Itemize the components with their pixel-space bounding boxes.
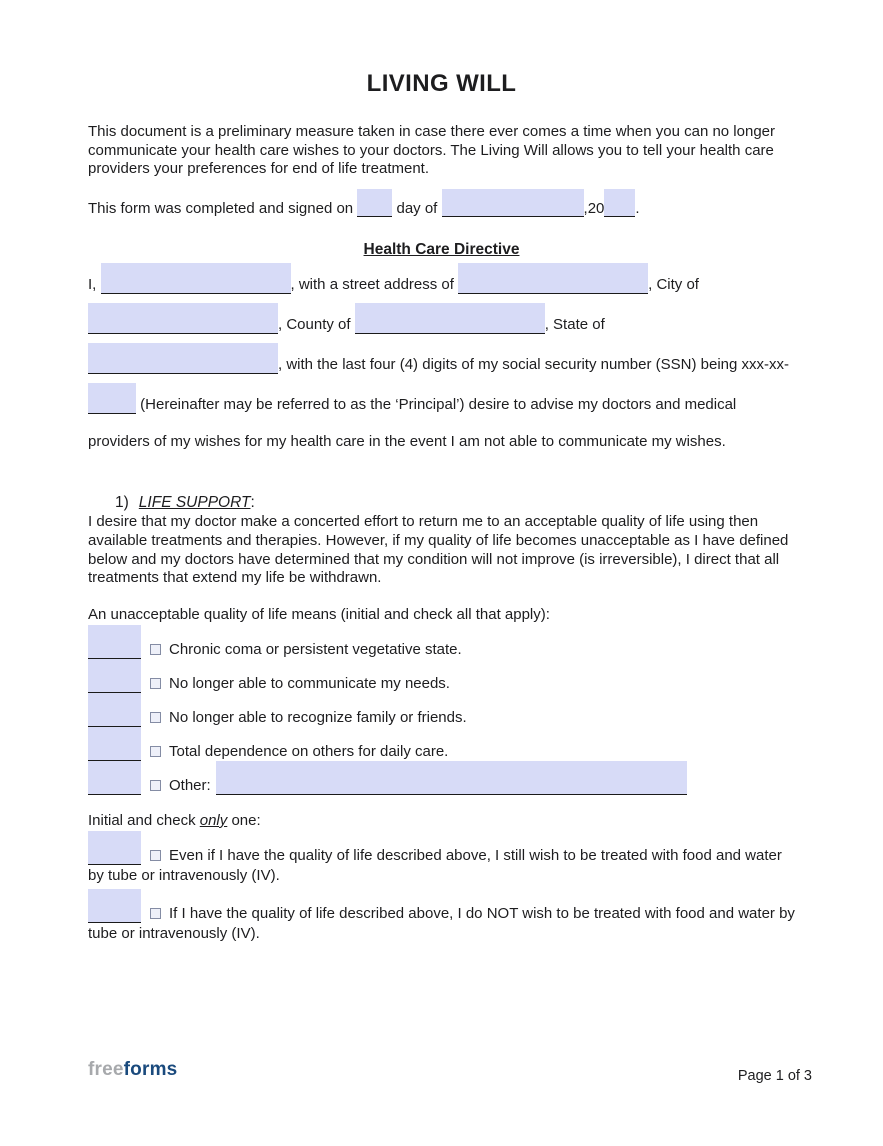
initials-field[interactable] (88, 889, 141, 923)
county-field[interactable] (355, 303, 545, 334)
month-field[interactable] (442, 189, 584, 217)
checkbox-recognize-family[interactable] (150, 712, 161, 723)
date-line-end: . (635, 200, 640, 218)
checklist-intro: An unacceptable quality of life means (initial and check all that apply): (88, 605, 550, 623)
checklist-row-total-dependence (88, 727, 795, 761)
checkbox-chronic-coma[interactable] (150, 644, 161, 655)
document-title: LIVING WILL (366, 70, 517, 97)
principal-name-field[interactable] (101, 263, 291, 294)
option-row-feed-yes (88, 831, 795, 887)
city-field[interactable] (88, 303, 278, 334)
checkbox-other[interactable] (150, 780, 161, 791)
initials-field[interactable] (88, 659, 141, 693)
checkbox-feed-yes[interactable] (150, 850, 161, 861)
logo-free-text: free (88, 1059, 124, 1080)
directive-seg-street: , with a street address of (290, 276, 454, 294)
freeforms-logo (88, 1059, 177, 1081)
checklist-item-label: Total dependence on others for daily care. (169, 742, 449, 760)
checklist-row-recognize-family (88, 693, 795, 727)
choose-emph: only (199, 811, 228, 829)
option-row-feed-no (88, 889, 795, 945)
logo-forms-text: forms (123, 1059, 178, 1080)
section-title: LIFE SUPPORT (138, 494, 251, 512)
directive-seg-city: , City of (648, 276, 699, 294)
initials-field[interactable] (88, 761, 141, 795)
section-number: 1) (115, 494, 129, 512)
option-label: If I have the quality of life described above, I do NOT wish to be treated with food and water by tube or intravenously (IV). (88, 904, 795, 943)
initials-field[interactable] (88, 693, 141, 727)
checklist-row-other (88, 761, 795, 795)
checkbox-total-dependence[interactable] (150, 746, 161, 757)
day-field[interactable] (357, 189, 392, 217)
section-colon: : (250, 494, 255, 512)
directive-seg-county: , County of (278, 316, 351, 334)
page-number: Page 1 of 3 (737, 1068, 812, 1084)
date-line-year: ,20 (583, 200, 605, 218)
checklist-item-label: No longer able to recognize family or friends. (169, 708, 467, 726)
health-care-directive-heading: Health Care Directive (363, 241, 520, 259)
directive-seg-i: I, (88, 276, 97, 294)
intro-paragraph: This document is a preliminary measure taken in case there ever comes a time when you can no longer communicate your health care wishes to your doctors. The Living Will allows you to tell your health care providers your preferences for end of life treatment. (88, 123, 776, 178)
checkbox-feed-no[interactable] (150, 908, 161, 919)
date-line-prefix: This form was completed and signed on (88, 200, 354, 218)
date-line-mid: day of (396, 200, 438, 218)
checklist-item-label: Chronic coma or persistent vegetative state. (169, 640, 462, 658)
checkbox-communicate-needs[interactable] (150, 678, 161, 689)
directive-seg-ssn: , with the last four (4) digits of my social security number (SSN) being xxx-xx- (278, 356, 789, 374)
checklist-item-label: No longer able to communicate my needs. (169, 674, 450, 692)
choose-one-line (88, 812, 795, 829)
other-description-field[interactable] (216, 761, 687, 795)
choose-post: one: (231, 811, 261, 829)
checklist-row-chronic-coma (88, 625, 795, 659)
checklist-row-communicate-needs (88, 659, 795, 693)
life-support-body: I desire that my doctor make a concerted effort to return me to an acceptable quality of life using then available treatments and therapies. However, if my quality of life becomes unacceptable as I have defined below and my doctors have determined that my condition will not improve (is irreversible), I direct that all treatments that extend my life be withdrawn. (88, 513, 789, 587)
year-field[interactable] (604, 189, 635, 217)
directive-seg-state: , State of (544, 316, 605, 334)
initials-field[interactable] (88, 831, 141, 865)
initials-field[interactable] (88, 625, 141, 659)
street-address-field[interactable] (458, 263, 648, 294)
directive-paragraph (88, 263, 795, 460)
directive-seg-rest: (Hereinafter may be referred to as the ‘Principal’) desire to advise my doctors and medical providers of my wishes for my health care in the event I am not able to communicate my wishes. (88, 396, 737, 451)
initials-field[interactable] (88, 727, 141, 761)
checklist-item-label: Other: (169, 776, 211, 794)
state-field[interactable] (88, 343, 278, 374)
ssn-last4-field[interactable] (88, 383, 136, 414)
life-support-heading (115, 494, 795, 512)
choose-pre: Initial and check (88, 811, 196, 829)
option-label: Even if I have the quality of life described above, I still wish to be treated with food and water by tube or intravenously (IV). (88, 846, 782, 885)
date-line (88, 189, 795, 217)
